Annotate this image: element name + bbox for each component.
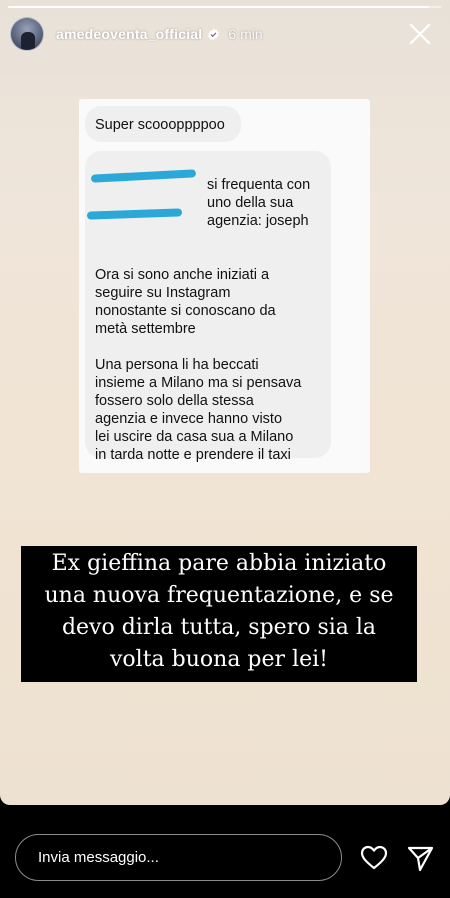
close-icon[interactable] <box>406 20 434 48</box>
verified-badge-icon <box>207 28 220 41</box>
message-paragraph: Ora si sono anche iniziati a seguire su Instagram nonostante si conoscano da metà settembre <box>95 267 276 337</box>
avatar[interactable] <box>10 17 44 51</box>
story-caption: Ex gieffina pare abbia iniziato una nuova frequentazione, e se devo dirla tutta, spero sia la volta buona per lei! <box>21 546 417 682</box>
story-progress-fill <box>8 6 429 8</box>
story-header <box>10 14 440 54</box>
message-paragraph: Una persona li ha beccati insieme a Milano ma si pensava fossero solo della stessa agenzia e invece hanno visto lei uscire da casa sua a Milano in tarda notte e prendere il taxi <box>95 357 302 463</box>
message-paragraph <box>95 158 321 230</box>
reply-bar <box>0 805 450 898</box>
username[interactable]: amedeoventa_official <box>56 26 203 42</box>
message-input[interactable]: Invia messaggio... <box>15 834 342 881</box>
story-timestamp: 6 min <box>228 26 263 42</box>
story-progress-bar <box>8 6 442 8</box>
spacer <box>95 230 321 266</box>
message-text: si frequenta con uno della sua agenzia: joseph <box>207 177 311 229</box>
message-bubble <box>85 151 331 463</box>
dm-screenshot <box>79 99 370 473</box>
send-icon[interactable] <box>405 843 435 873</box>
heart-icon[interactable] <box>359 843 389 873</box>
message-bubble: Super scoooppppoo <box>85 106 241 142</box>
